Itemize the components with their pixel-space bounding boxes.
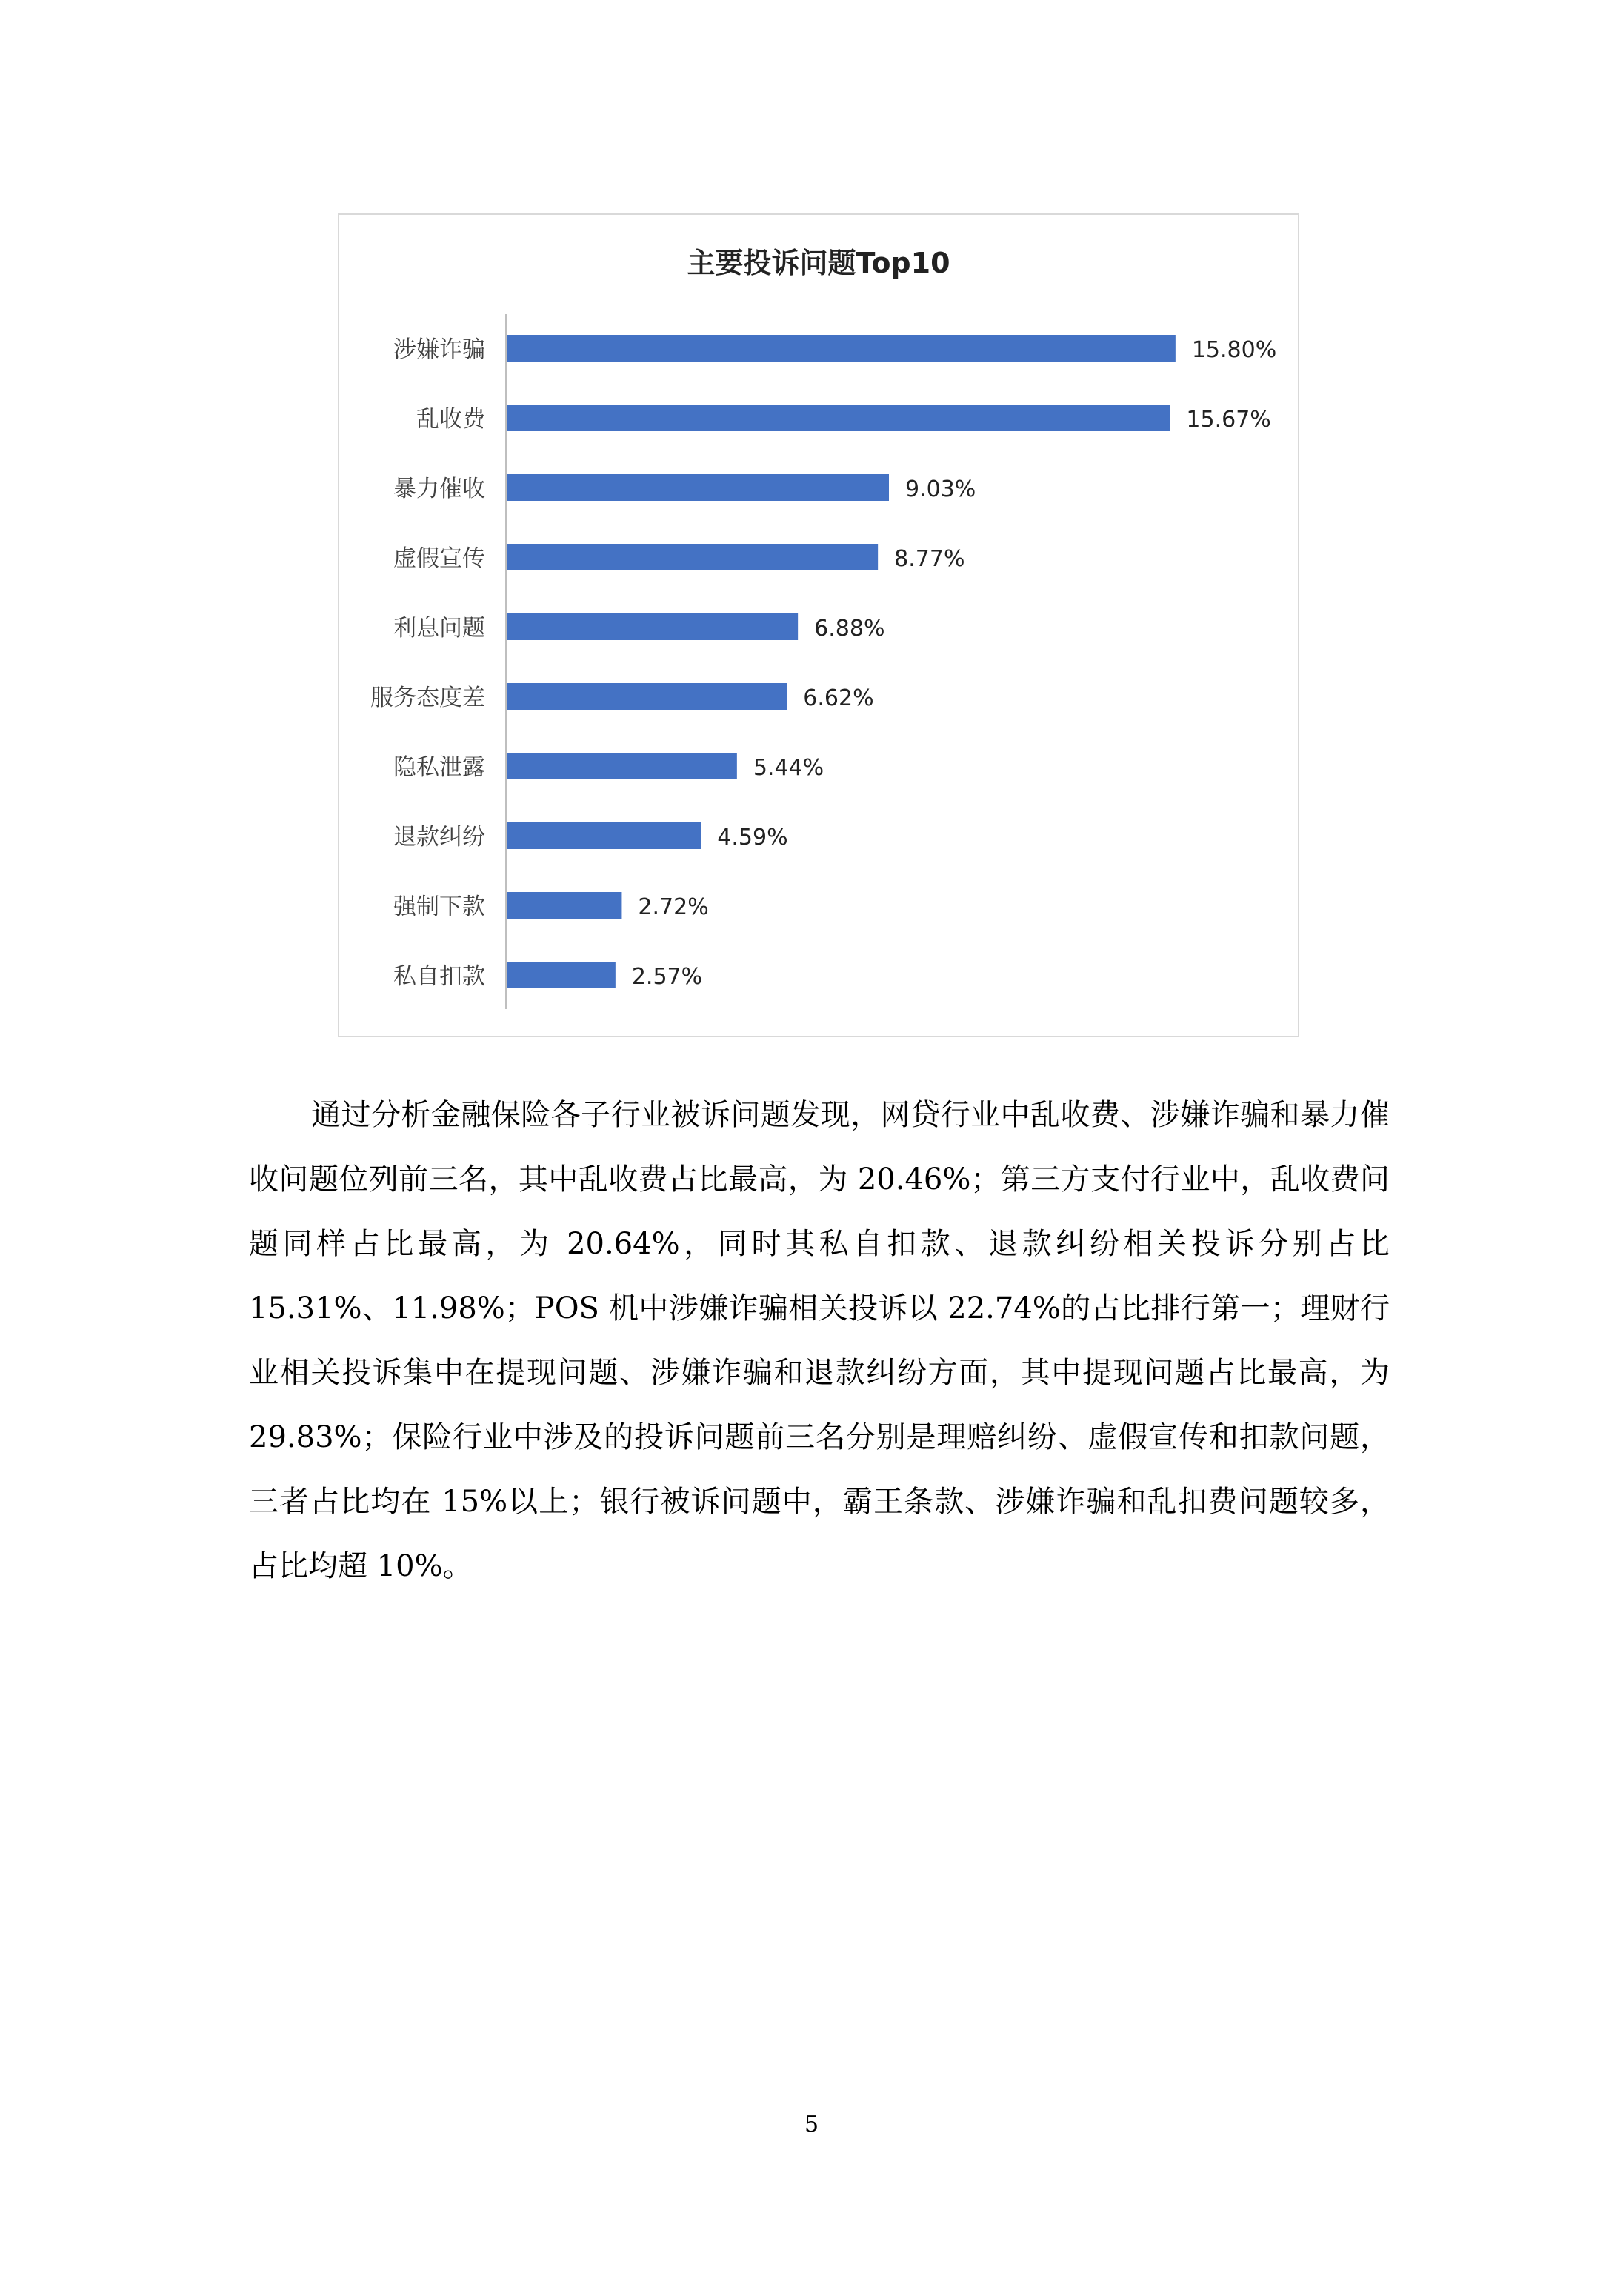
category-label: 私自扣款 bbox=[393, 963, 485, 990]
body-paragraph: 通过分析金融保险各子行业被诉问题发现，网贷行业中乱收费、涉嫌诈骗和暴力催收问题位列前三名，其中乱收费占比最高，为 20.46%；第三方支付行业中，乱收费问题同样占比最高，为 20.64%，同时其私自扣款、退款纠纷相关投诉分别占比 15.31%、11.98%；POS 机中涉嫌诈骗相关投诉以 22.74%的占比排行第一；理财行业相关投诉集中在提现问题、涉嫌诈骗和退款纠纷方面，其中提现问题占比最高，为 29.83%；保险行业中涉及的投诉问题前三名分别是理赔纠纷、虚假宣传和扣款问题，三者占比均在 15%以上；银行被诉问题中，霸王条款、涉嫌诈骗和乱扣费问题较多，占比均超 10%。 bbox=[249, 1098, 1390, 1583]
bar bbox=[507, 962, 616, 988]
data-label: 6.62% bbox=[803, 685, 874, 711]
page-number: 5 bbox=[804, 2112, 819, 2137]
category-label: 强制下款 bbox=[393, 894, 485, 920]
data-label: 8.77% bbox=[894, 546, 965, 572]
bar bbox=[507, 474, 889, 501]
bar bbox=[507, 683, 787, 710]
data-label: 15.67% bbox=[1186, 407, 1271, 433]
data-label: 2.57% bbox=[631, 964, 703, 990]
bar bbox=[507, 892, 621, 919]
category-label: 虚假宣传 bbox=[393, 545, 485, 572]
bar bbox=[507, 822, 701, 849]
category-label: 利息问题 bbox=[393, 615, 485, 642]
data-label: 15.80% bbox=[1191, 337, 1277, 363]
category-label: 涉嫌诈骗 bbox=[393, 336, 485, 363]
bar bbox=[507, 613, 798, 640]
category-label: 隐私泄露 bbox=[393, 754, 485, 781]
data-label: 4.59% bbox=[717, 825, 788, 851]
chart-container bbox=[338, 213, 1299, 1037]
bar-chart bbox=[339, 215, 1298, 1036]
data-label: 6.88% bbox=[814, 616, 885, 642]
bar bbox=[507, 544, 878, 570]
category-label: 暴力催收 bbox=[393, 476, 485, 502]
data-label: 2.72% bbox=[638, 894, 709, 920]
bar bbox=[507, 335, 1176, 362]
category-label: 乱收费 bbox=[416, 406, 485, 433]
data-label: 5.44% bbox=[753, 755, 824, 781]
category-label: 退款纠纷 bbox=[393, 824, 485, 851]
bar bbox=[507, 405, 1170, 431]
chart-title: 主要投诉问题Top10 bbox=[687, 247, 950, 279]
bar bbox=[507, 753, 737, 779]
data-label: 9.03% bbox=[905, 476, 976, 502]
category-label: 服务态度差 bbox=[370, 685, 485, 711]
